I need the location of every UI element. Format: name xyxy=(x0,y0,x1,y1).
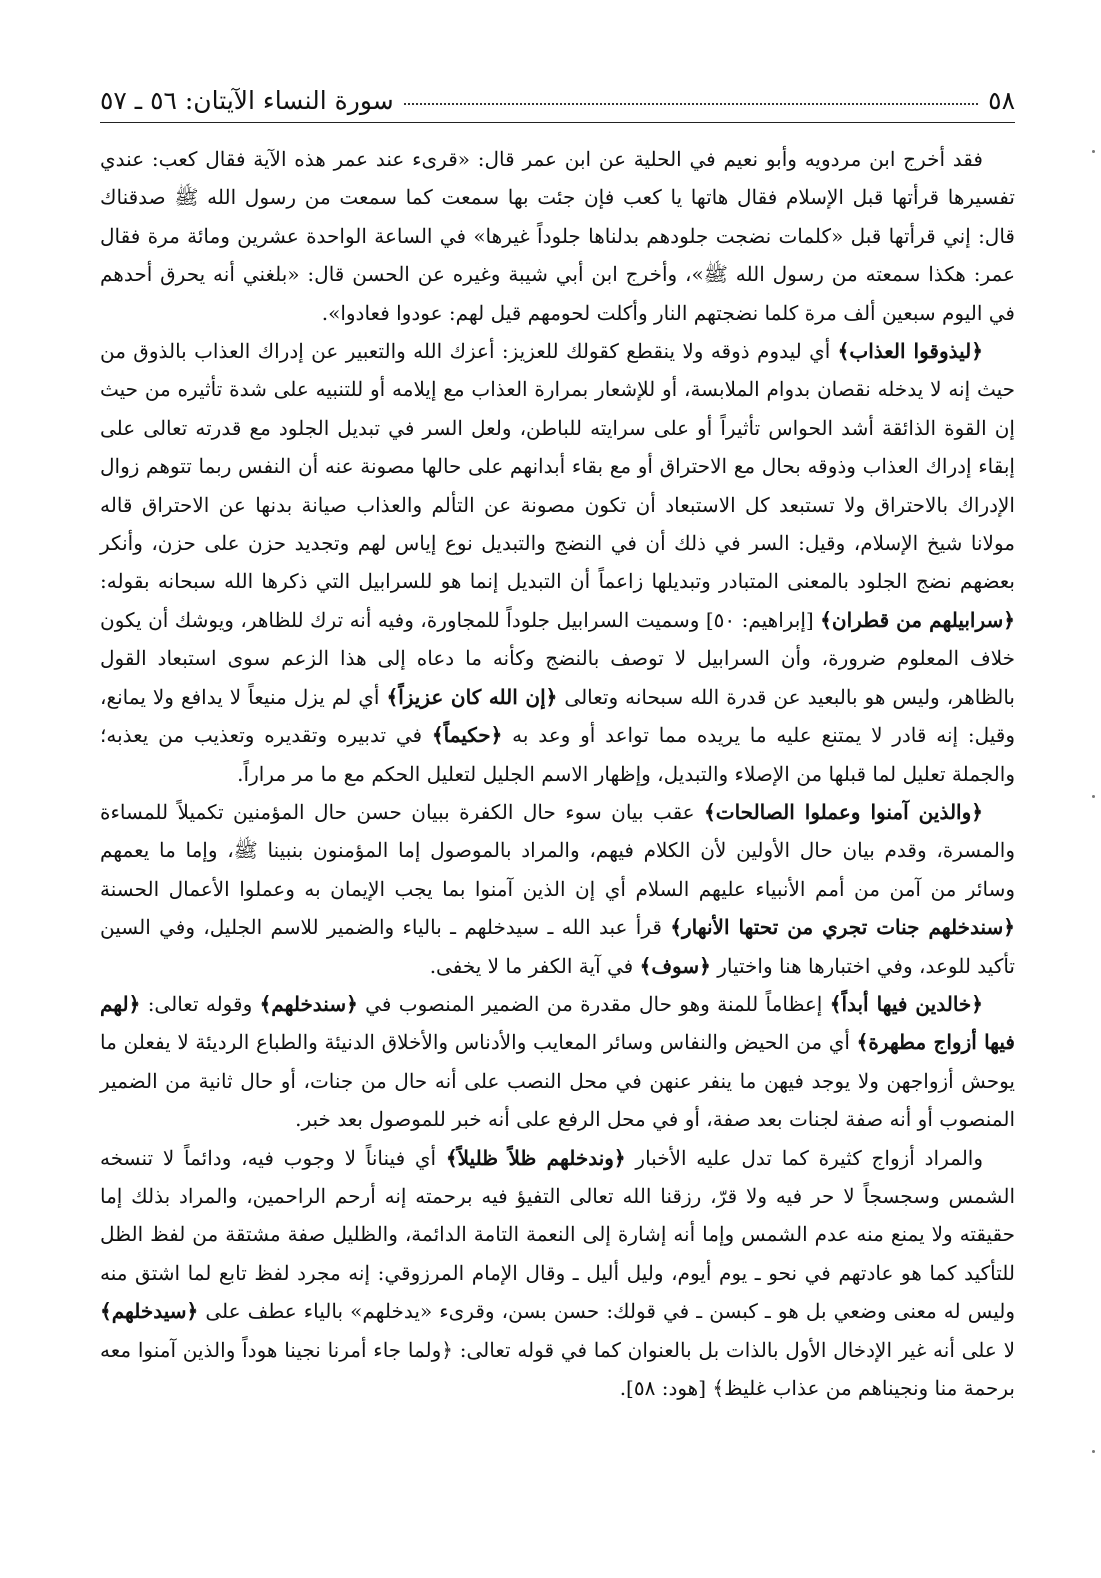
page-body xyxy=(100,140,1015,1407)
page-number: ٥٨ xyxy=(988,85,1015,115)
paragraph-text: أي لم يزل منيعاً لا يدافع ولا يمانع، وقيل: إنه قادر لا يمتنع عليه ما يريده مما تواعد أو وعد به xyxy=(100,684,1015,748)
paragraph-text: أي من الحيض والنفاس وسائر المعايب والأدناس والأخلاق الدنيئة والطباع الرديئة لا يفعلن ما يوحش أزواجهن ولا يوجد فيهن ما ينفر عنهن في محل النصب على أنه حال من جنات، أو حال ثانية من الضمير المنصوب أو أنه صفة لجنات بعد صفة، أو في محل الرفع على أنه خبر للموصول بعد خبر. xyxy=(100,1030,1015,1132)
page-header xyxy=(100,82,1015,118)
quran-quote: ﴿لهم فيها أزواج مطهرة﴾ xyxy=(100,991,1015,1055)
quran-quote: ﴿والذين آمنوا وعملوا الصالحات﴾ xyxy=(704,799,983,824)
paragraph-text: لا على أنه غير الإدخال الأول بالذات بل بالعنوان كما في قوله تعالى: ﴿ولما جاء أمرنا نجينا هوداً والذين آمنوا معه برحمة منا ونجيناهم من عذاب غليظ﴾ [هود: ٥٨]. xyxy=(100,1337,1015,1400)
paragraph-text: فقد أخرج ابن مردويه وأبو نعيم في الحلية عن ابن عمر قال: «قرىء عند عمر هذه الآية فقال كعب: عندي تفسيرها قرأتها قبل الإسلام فقال هاتها يا كعب فإن جئت بها سمعت كما سمعت من رسول الله ﷺ صدقناك قال: إني قرأتها قبل «كلمات نضجت جلودهم بدلناها جلوداً غيرها» في الساعة الواحدة عشرين ومائة مرة فقال عمر: هكذا سمعته من رسول الله ﷺ»، وأخرج ابن أبي شيبة وغيره عن الحسن قال: «بلغني أنه يحرق أحدهم في اليوم سبعين ألف مرة كلما نضجتهم النار وأكلت لحومهم قيل لهم: عودوا فعادوا». xyxy=(100,147,1016,325)
quran-quote: ﴿سندخلهم﴾ xyxy=(259,991,358,1016)
paragraph xyxy=(100,985,1015,1139)
paragraph xyxy=(100,1139,1015,1408)
paragraph-text: والمراد أزواج كثيرة كما تدل عليه الأخبار xyxy=(625,1145,983,1170)
paragraph-text: في تدبيره وتقديره وتعذيب من يعذبه؛ والجملة تعليل لما قبلها من الإصلاء والتبديل، وإظهار الاسم الجليل لتعليل الحكم مع ما مر مراراً. xyxy=(100,723,1015,786)
margin-speck xyxy=(1092,150,1095,153)
paragraph-text: أي فيناناً لا وجوب فيه، ودائماً لا تنسخه الشمس وسجسجاً لا حر فيه ولا قرّ، رزقنا الله تعالى التفيؤ فيه برحمته إنه أرحم الراحمين، والمراد بذلك إما حقيقته ولا يمنع منه عدم الشمس وإما أنه إشارة إلى النعمة التامة الدائمة، والظليل صفة مشتقة من لفظ الظل للتأكيد كما هو عادتهم في نحو ـ يوم أيوم، وليل أليل ـ وقال الإمام المرزوقي: إنه مجرد لفظ تابع لما اشتق منه وليس له معنى وضعي بل هو ـ كبسن ـ في قولك: حسن بسن، وقرىء «يدخلهم» بالياء عطف على xyxy=(100,1145,1015,1324)
paragraph-text: عقب بيان سوء حال الكفرة ببيان حسن حال المؤمنين تكميلاً للمساءة والمسرة، وقدم بيان حال الأولين لأن الكلام فيهم، والمراد بالموصول إما المؤمنون بنبينا ﷺ، وإما ما يعمهم وسائر من آمن من أمم الأنبياء عليهم السلام أي إن الذين آمنوا بما يجب الإيمان به وعملوا الأعمال الحسنة xyxy=(100,799,1015,901)
quran-quote: ﴿سندخلهم جنات تجري من تحتها الأنهار﴾ xyxy=(670,915,1015,940)
quran-quote: ﴿إن الله كان عزيزاً﴾ xyxy=(386,684,558,709)
paragraph-text: أي ليدوم ذوقه ولا ينقطع كقولك للعزيز: أعزك الله والتعبير عن إدراك العذاب بالذوق من حيث إنه لا يدخله نقصان بدوام الملابسة، أو للإشعار بمرارة العذاب مع إيلامه أو للتنبيه على شدة تأثيره من حيث إن القوة الذائقة أشد الحواس تأثيراً أو على سرايته للباطن، ولعل السر في تبديل الجلود مع قدرته تعالى على إبقاء إدراك العذاب وذوقه بحال مع الاحتراق أو مع بقاء أبدانهم على حالها مصونة عنه أن النفس ربما تتوهم زوال الإدراك بالاحتراق ولا تستبعد كل الاستبعاد أن تكون مصونة عن التألم والعذاب صيانة بدنها عن الاحتراق قاله مولانا شيخ الإسلام، وقيل: السر في ذلك أن في النضج والتبديل نوع إياس لهم وتجديد حزن على حزن، وأنكر بعضهم نضج الجلود بالمعنى المتبادر وتبديلها زاعماً أن التبديل إنما هو للسرابيل التي ذكرها الله سبحانه بقوله: xyxy=(100,339,1015,594)
paragraph xyxy=(100,793,1015,985)
paragraph-text: وقوله تعالى: xyxy=(140,991,260,1016)
paragraph xyxy=(100,332,1015,793)
header-dot-leader xyxy=(404,103,978,105)
paragraph-text: إعظاماً للمنة وهو حال مقدرة من الضمير المنصوب في xyxy=(357,991,830,1016)
margin-speck xyxy=(1092,1450,1095,1453)
quran-quote: ﴿سيدخلهم﴾ xyxy=(100,1299,199,1324)
quran-quote: ﴿خالدين فيها أبداً﴾ xyxy=(829,991,983,1016)
paragraph-text: قرأ عبد الله ـ سيدخلهم ـ بالياء والضمير للاسم الجليل، وفي السين تأكيد للوعد، وفي اختبارها هنا واختيار xyxy=(100,915,1015,978)
running-title: سورة النساء الآيتان: ٥٦ ـ ٥٧ xyxy=(100,85,394,115)
quran-quote: ﴿سوف﴾ xyxy=(639,953,711,978)
quran-quote: ﴿وندخلهم ظلاً ظليلاً﴾ xyxy=(445,1145,626,1170)
quran-quote: ﴿سرابيلهم من قطران﴾ xyxy=(820,607,1015,632)
paragraph-text: [إبراهيم: ٥٠] وسميت السرابيل جلوداً للمجاورة، وفيه أنه ترك للظاهر، ويوشك أن يكون خلاف المعلوم ضرورة، وأن السرابيل لا توصف بالنضج وكأنه ما دعاه إلى هذا الزعم سوى استبعاد القول بالظاهر، وليس هو بالبعيد عن قدرة الله سبحانه وتعالى xyxy=(100,607,1015,709)
margin-speck xyxy=(1092,795,1095,798)
paragraph xyxy=(100,140,1015,332)
paragraph-text: في آية الكفر ما لا يخفى. xyxy=(429,953,640,978)
quran-quote: ﴿حكيماً﴾ xyxy=(431,723,503,748)
quran-quote: ﴿ليذوقوا العذاب﴾ xyxy=(837,339,983,364)
header-rule xyxy=(100,122,1015,123)
